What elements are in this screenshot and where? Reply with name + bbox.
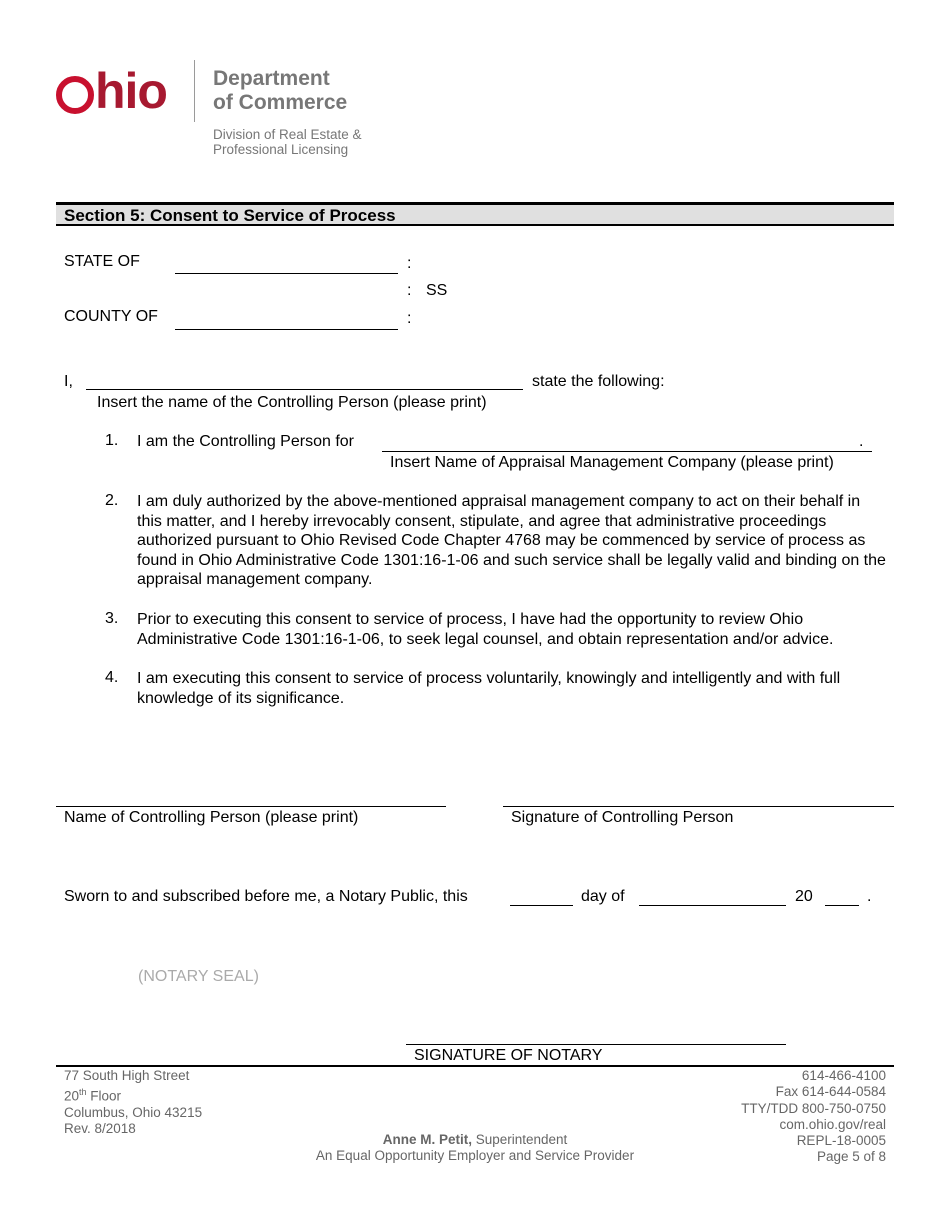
- notary-signature-label: SIGNATURE OF NOTARY: [414, 1047, 603, 1064]
- footer-address: [64, 1068, 202, 1138]
- controlling-person-print-line[interactable]: [56, 806, 446, 807]
- footer-floor-word: Floor: [86, 1088, 122, 1104]
- controlling-person-name-caption: Insert the name of the Controlling Person (please print): [97, 394, 487, 411]
- item-4-number: 4.: [105, 669, 119, 686]
- sworn-text: Sworn to and subscribed before me, a Notary Public, this: [64, 888, 468, 905]
- notary-seal: (NOTARY SEAL): [138, 968, 259, 985]
- footer-superintendent-title: Superintendent: [471, 1132, 568, 1147]
- controlling-person-name-field[interactable]: [86, 389, 523, 390]
- footer-fax: Fax 614-644-0584: [775, 1084, 886, 1100]
- footer-tty: TTY/TDD 800-750-0750: [741, 1100, 886, 1116]
- department-line2: of Commerce: [213, 91, 348, 114]
- footer-web[interactable]: com.ohio.gov/real: [779, 1116, 886, 1132]
- section-header: [56, 202, 894, 226]
- logo-divider: [194, 60, 195, 122]
- footer-form-number: REPL-18-0005: [796, 1133, 886, 1149]
- division-line1: Division of Real Estate &: [213, 127, 362, 142]
- county-colon: :: [407, 310, 412, 327]
- county-of-label: COUNTY OF: [64, 308, 158, 325]
- footer-rev: Rev. 8/2018: [64, 1121, 136, 1137]
- footer-street: 77 South High Street: [64, 1068, 190, 1083]
- division-line2: Professional Licensing: [213, 142, 349, 157]
- state-of-label: STATE OF: [64, 253, 140, 270]
- footer-page-number: Page 5 of 8: [816, 1149, 886, 1165]
- year-prefix: 20: [795, 888, 813, 905]
- state-following-text: state the following:: [532, 373, 665, 390]
- footer-city: Columbus, Ohio 43215: [64, 1105, 203, 1121]
- ss-label: SS: [426, 282, 448, 299]
- footer-phone: 614-466-4100: [801, 1068, 886, 1083]
- footer-equal-opportunity: An Equal Opportunity Employer and Service Provider: [315, 1148, 635, 1164]
- notary-period: .: [867, 888, 872, 905]
- day-of-label: day of: [581, 888, 625, 905]
- signature-of-controlling-person-label: Signature of Controlling Person: [511, 809, 734, 826]
- department-line1: Department: [213, 67, 330, 90]
- name-of-controlling-person-label: Name of Controlling Person (please print): [64, 809, 359, 826]
- footer-floor-sup: th: [79, 1087, 87, 1098]
- ohio-logo: [56, 62, 167, 120]
- ss-colon: :: [407, 282, 412, 299]
- department-name: [213, 67, 347, 115]
- ohio-logo-ring-icon: [56, 76, 94, 114]
- item-4-text: I am executing this consent to service of process voluntarily, knowingly and intelligently and with full knowledge of its significance.: [137, 670, 841, 707]
- item-1-text: I am the Controlling Person for: [137, 433, 354, 450]
- notary-year-field[interactable]: [825, 905, 859, 906]
- state-colon: :: [407, 255, 412, 272]
- footer-superintendent-name: Anne M. Petit,: [382, 1132, 472, 1147]
- i-label: I,: [64, 373, 73, 390]
- ohio-logo-letters: hio: [95, 63, 167, 119]
- item-2-number: 2.: [105, 492, 119, 509]
- division-name: [213, 127, 362, 157]
- footer-floor: [64, 1084, 202, 1105]
- state-field[interactable]: [175, 273, 398, 274]
- item-2-text: I am duly authorized by the above-mentioned appraisal management company to act on their behalf in this matter, and I hereby irrevocably consent, stipulate, and agree that administrative proceedings authorized pursuant to Ohio Revised Code Chapter 4768 may be commenced by service of process as found in Ohio Administrative Code 1301:16-1-06 and such service shall be legally valid and binding on the appraisal management company.: [137, 493, 886, 588]
- item-1-period: .: [859, 433, 864, 450]
- amc-name-field[interactable]: [382, 451, 872, 452]
- county-field[interactable]: [175, 329, 398, 330]
- item-1-number: 1.: [105, 432, 119, 449]
- notary-signature-line[interactable]: [406, 1044, 786, 1045]
- footer-floor-num: 20: [64, 1088, 80, 1104]
- item-3-number: 3.: [105, 610, 119, 627]
- controlling-person-signature-line[interactable]: [503, 806, 894, 807]
- item-3-text: Prior to executing this consent to service of process, I have had the opportunity to review Ohio Administrative Code 1301:16-1-06, to seek legal counsel, and obtain representation and/or advice.: [137, 611, 834, 648]
- section-title: Section 5: Consent to Service of Process: [64, 206, 396, 225]
- amc-name-caption: Insert Name of Appraisal Management Company (please print): [390, 454, 834, 471]
- footer-contact: [741, 1068, 886, 1166]
- notary-day-field[interactable]: [510, 905, 573, 906]
- notary-month-field[interactable]: [639, 905, 786, 906]
- footer-rule: [56, 1065, 894, 1067]
